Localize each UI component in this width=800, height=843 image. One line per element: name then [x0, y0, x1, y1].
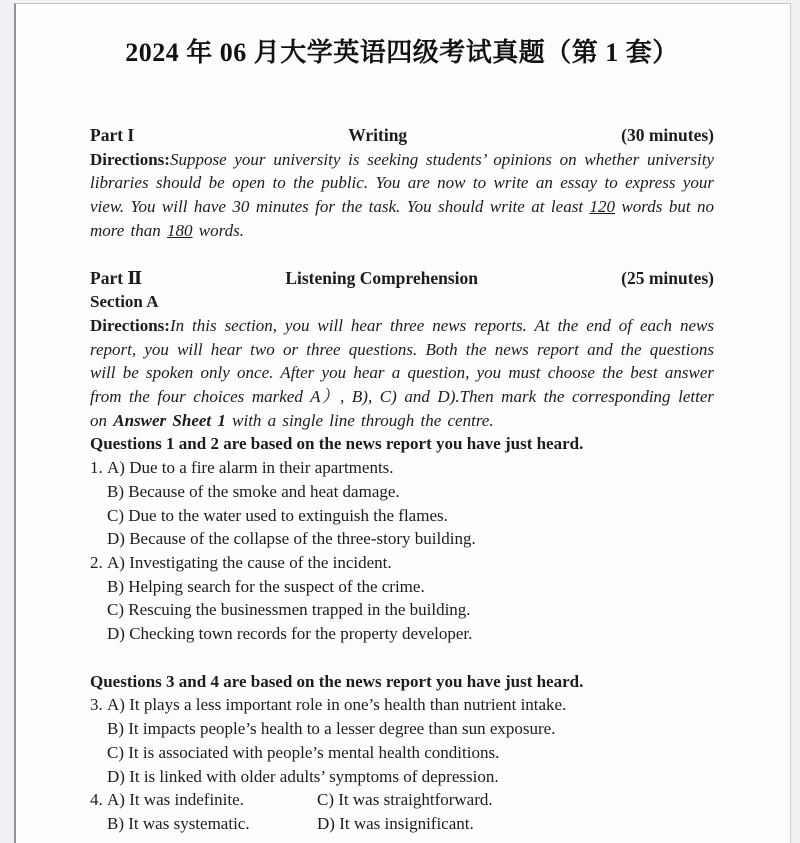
part2-directions-text-1: In this section, you will hear three news reports. At the end of each news report, you will hear two or three questions. Both the news report and the questions will be spoken only once. After you hear a question, you must choose the best answer from the four choices marked A）, B), C) and D).Then mark the corresponding letter on	[90, 315, 714, 430]
section-a-label: Section A	[90, 292, 159, 312]
question-2-option-b: B) Helping search for the suspect of the crime.	[107, 576, 425, 596]
part2-label: Part Ⅱ	[90, 267, 143, 288]
part2-directions	[90, 314, 714, 433]
question-2-option-a-row	[90, 551, 714, 575]
question-4-option-a: A) It was indefinite.	[107, 790, 244, 810]
question-2-option-a: A) Investigating the cause of the incident.	[107, 552, 392, 572]
max-words-value: 180	[167, 220, 193, 240]
part1-heading: Writing	[348, 125, 408, 145]
part2-directions-text-2: with a single line through the centre.	[225, 410, 494, 430]
question-4-col1-row2	[90, 812, 317, 836]
part2-directions-label: Directions:	[90, 315, 170, 335]
answer-sheet-reference: Answer Sheet 1	[113, 410, 226, 430]
question-4-row-1	[90, 788, 714, 812]
question-1	[90, 456, 714, 551]
question-4-col1-row1	[90, 788, 317, 812]
question-2-option-c: C) Rescuing the businessmen trapped in the building.	[107, 600, 471, 620]
question-3-option-a-row	[90, 693, 714, 717]
question-4-option-b: B) It was systematic.	[107, 813, 250, 833]
question-group1-heading: Questions 1 and 2 are based on the news report you have just heard.	[90, 434, 584, 454]
part1-directions	[90, 148, 714, 243]
part2-heading: Listening Comprehension	[285, 267, 479, 288]
question-4-row-2	[90, 812, 714, 836]
part1-directions-text-3: words.	[192, 220, 244, 240]
document-page	[14, 3, 791, 843]
question-1-number: 1.	[90, 458, 103, 478]
question-group2-heading: Questions 3 and 4 are based on the news report you have just heard.	[90, 671, 584, 691]
min-words-value: 120	[589, 197, 615, 217]
part1-label: Part I	[90, 125, 135, 145]
document-title: 2024 年 06 月大学英语四级考试真题（第 1 套）	[125, 38, 679, 67]
part1-header	[90, 124, 714, 148]
question-3-option-a: A) It plays a less important role in one’s health than nutrient intake.	[107, 695, 567, 715]
question-4-option-c: C) It was straightforward.	[317, 790, 493, 810]
question-1-option-d: D) Because of the collapse of the three-story building.	[107, 529, 476, 549]
question-4-option-d: D) It was insignificant.	[317, 813, 474, 833]
document-content	[90, 37, 714, 836]
question-2	[90, 551, 714, 646]
question-3-option-c: C) It is associated with people’s mental health conditions.	[107, 742, 500, 762]
question-3-option-b: B) It impacts people’s health to a lesser degree than sun exposure.	[107, 719, 556, 739]
question-4-number: 4.	[90, 790, 103, 810]
question-1-option-b: B) Because of the smoke and heat damage.	[107, 481, 400, 501]
part1-duration: (30 minutes)	[621, 125, 714, 145]
part2-header	[90, 267, 714, 291]
question-1-option-c: C) Due to the water used to extinguish the flames.	[107, 505, 448, 525]
question-3	[90, 693, 714, 788]
part1-directions-text-2: words but no more than	[90, 197, 714, 240]
question-4	[90, 788, 714, 835]
part1-directions-label: Directions:	[90, 149, 170, 169]
question-1-option-a: A) Due to a fire alarm in their apartments.	[107, 458, 394, 478]
question-2-number: 2.	[90, 552, 103, 572]
question-2-option-d: D) Checking town records for the property developer.	[107, 624, 473, 644]
question-3-number: 3.	[90, 695, 103, 715]
question-3-option-d: D) It is linked with older adults’ symptoms of depression.	[107, 766, 499, 786]
question-1-option-a-row	[90, 456, 714, 480]
part2-duration: (25 minutes)	[621, 267, 714, 288]
part1-directions-text-1: Suppose your university is seeking students’ opinions on whether university libraries should be open to the public. You are now to write an essay to express your view. You will have 30 minutes for the task. You should write at least	[90, 149, 714, 217]
